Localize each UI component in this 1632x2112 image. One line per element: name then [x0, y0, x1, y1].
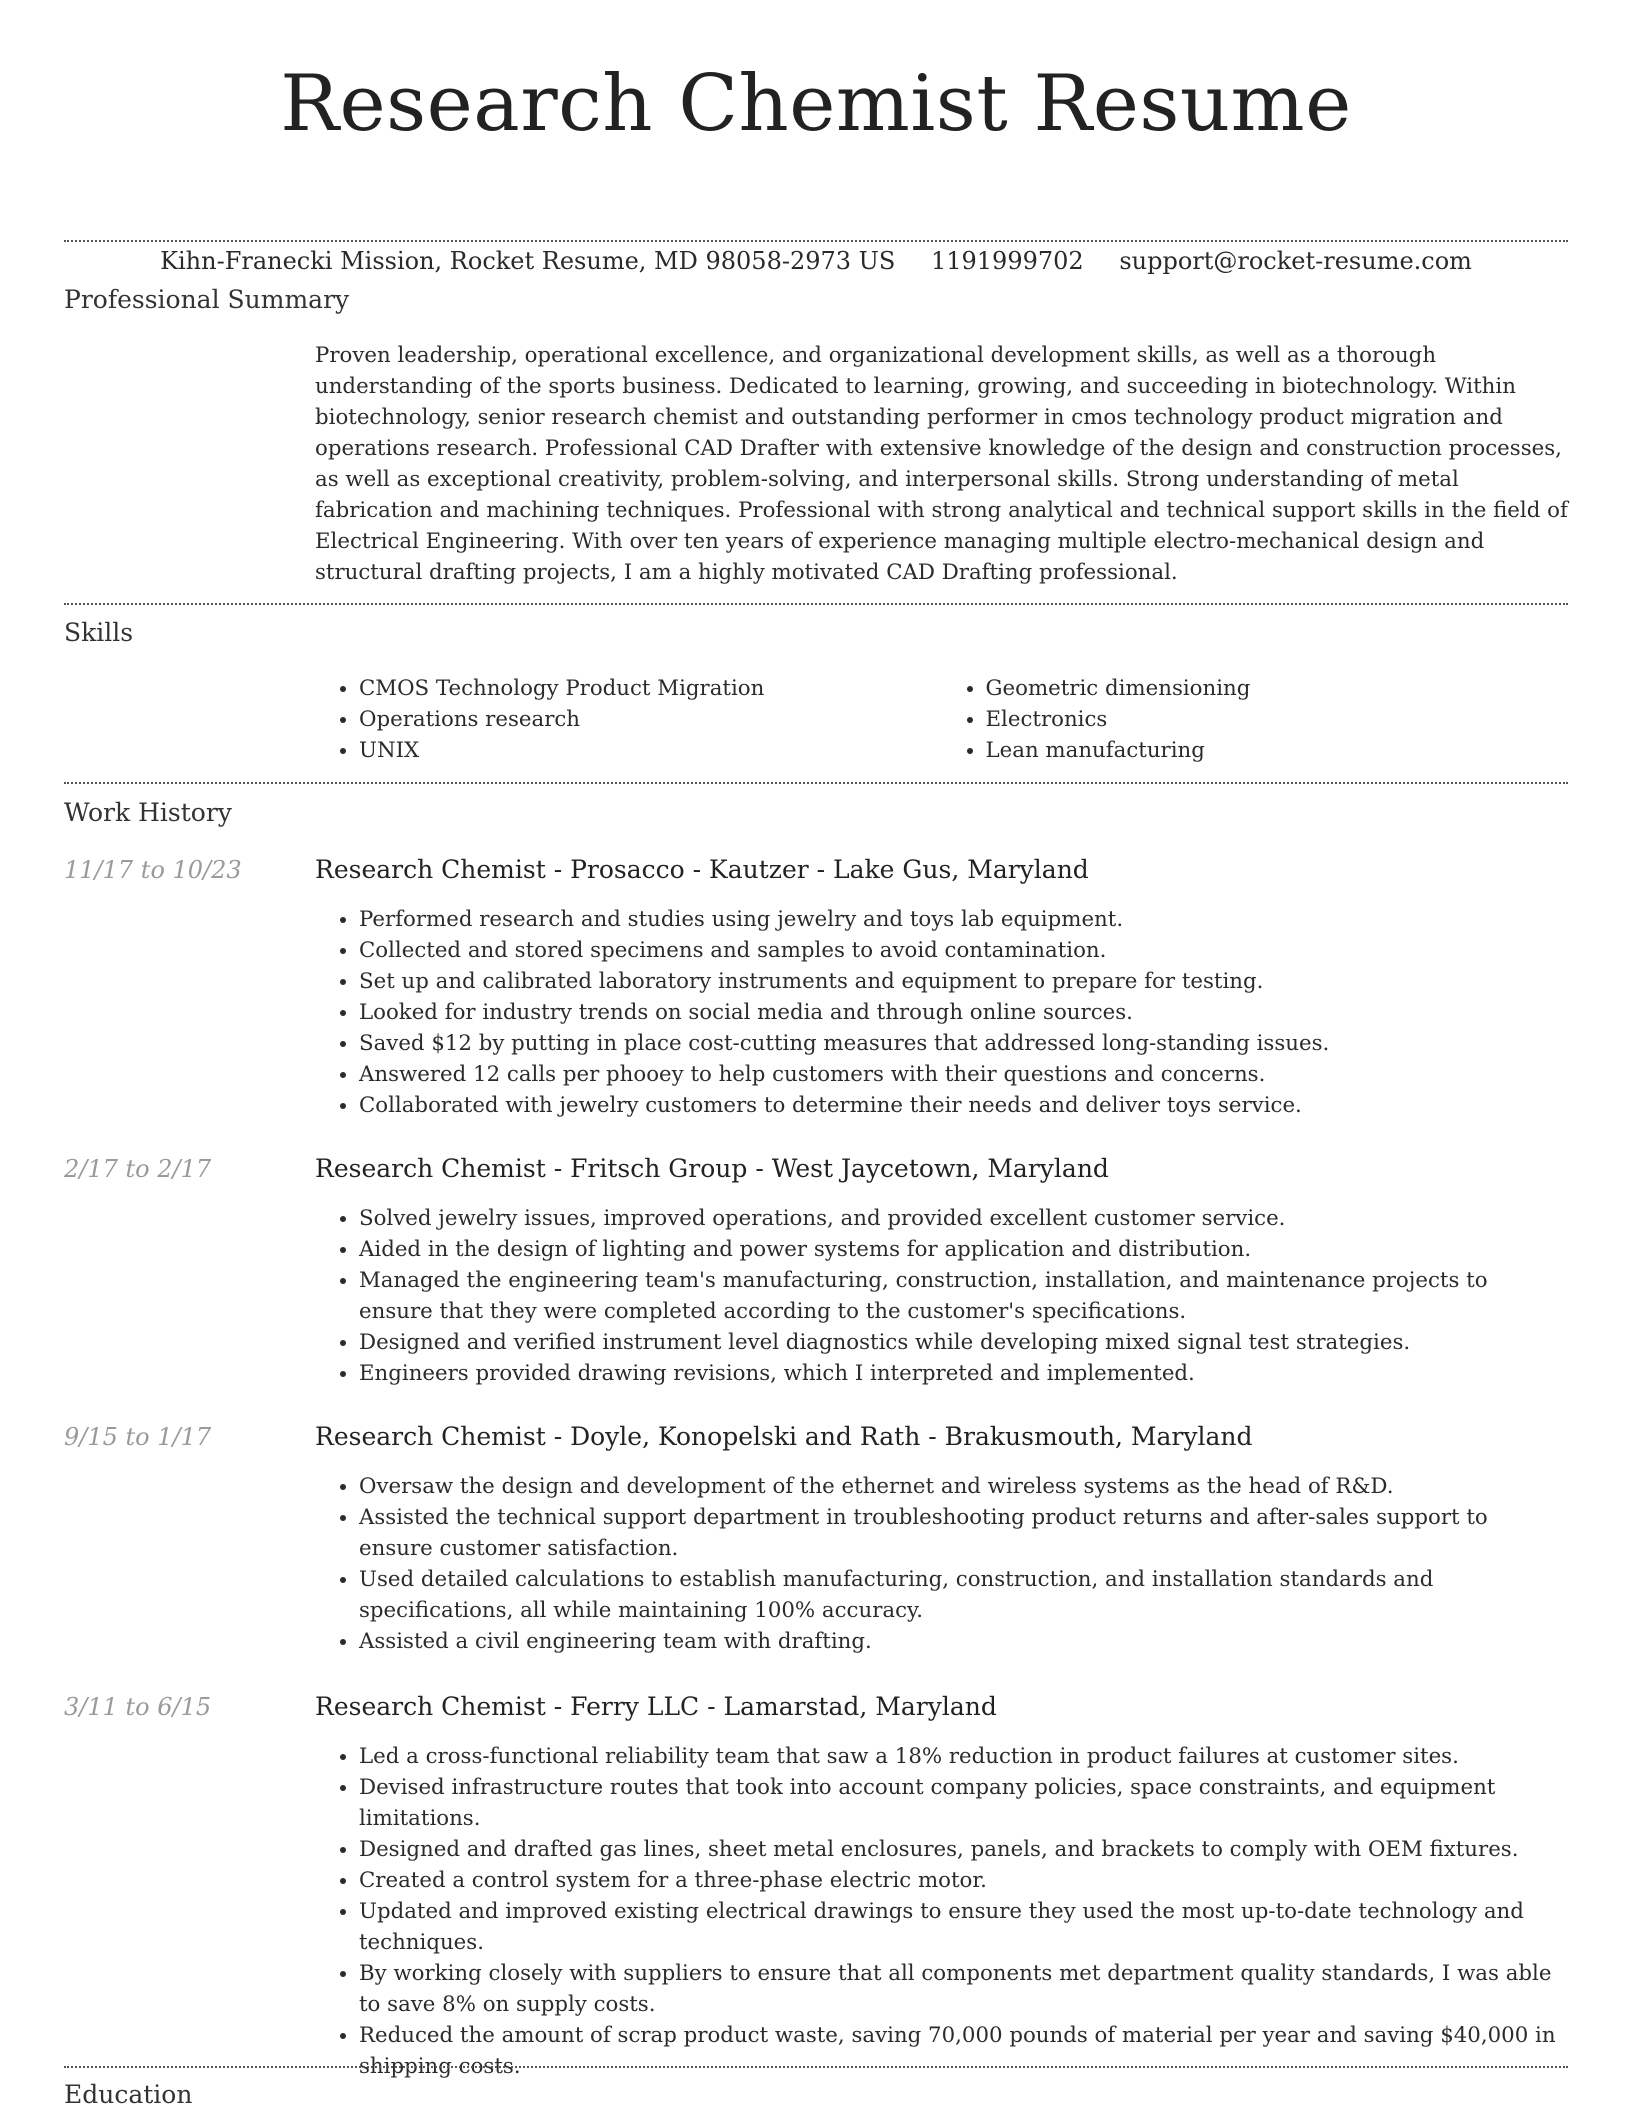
job-duty: • Oversaw the design and development of the ethernet and wireless systems as the head of R&D.: [359, 1471, 1568, 1502]
job-duty: • Solved jewelry issues, improved operations, and provided excellent customer service.: [359, 1203, 1568, 1234]
skills-list-right: [942, 673, 1569, 766]
contact-address: Kihn-Franecki Mission, Rocket Resume, MD 98058-2973 US: [160, 247, 896, 275]
resume-page: [64, 0, 1568, 2109]
job-title: Research Chemist - Ferry LLC - Lamarstad, Maryland: [315, 1692, 997, 1721]
summary-heading: Professional Summary: [64, 285, 350, 314]
job-title: Research Chemist - Doyle, Konopelski and Rath - Brakusmouth, Maryland: [315, 1422, 1253, 1451]
job-title: Research Chemist - Prosacco - Kautzer - Lake Gus, Maryland: [315, 855, 1089, 884]
job-duty: • Updated and improved existing electrical drawings to ensure they used the most up-to-date technology and techniques.: [359, 1896, 1568, 1958]
job-duties: [315, 1471, 1568, 1657]
page-title: Research Chemist Resume: [280, 59, 1352, 149]
job-duty: • Managed the engineering team's manufacturing, construction, installation, and maintenance projects to ensure that they were completed according to the customer's specifications.: [359, 1265, 1568, 1327]
job-duty: • Designed and verified instrument level diagnostics while developing mixed signal test strategies.: [359, 1327, 1568, 1358]
job-duty: • Designed and drafted gas lines, sheet metal enclosures, panels, and brackets to comply with OEM fixtures.: [359, 1834, 1568, 1865]
job-duty: • Led a cross-functional reliability team that saw a 18% reduction in product failures at customer sites.: [359, 1741, 1568, 1772]
job-duty: • Used detailed calculations to establish manufacturing, construction, and installation standards and specifications, all while maintaining 100% accuracy.: [359, 1564, 1568, 1626]
job-duties: [315, 1203, 1568, 1389]
job-duty: • Devised infrastructure routes that took into account company policies, space constraints, and equipment limitations.: [359, 1772, 1568, 1834]
skill-item: • Operations research: [359, 704, 942, 735]
section-divider: [64, 782, 1568, 784]
job-duty: • By working closely with suppliers to ensure that all components met department quality standards, I was able to save 8% on supply costs.: [359, 1958, 1568, 2020]
job-duties: [315, 1741, 1568, 2082]
summary-text: Proven leadership, operational excellence, and organizational development skills, as well as a thorough understanding of the sports business. Dedicated to learning, growing, and succeeding in biotechnology. Within biotechnology, senior research chemist and outstanding performer in cmos technology product migration and operations research. Professional CAD Drafter with extensive knowledge of the design and construction processes, as well as exceptional creativity, problem-solving, and interpersonal skills. Strong understanding of metal fabrication and machining techniques. Professional with strong analytical and technical support skills in the field of Electrical Engineering. With over ten years of experience managing multiple electro-mechanical design and structural drafting projects, I am a highly motivated CAD Drafting professional.: [315, 343, 1568, 585]
skill-item: • Electronics: [986, 704, 1569, 735]
skills-columns: [315, 673, 1568, 766]
job-title: Research Chemist - Fritsch Group - West Jaycetown, Maryland: [315, 1154, 1109, 1183]
job-duty: • Created a control system for a three-phase electric motor.: [359, 1865, 1568, 1896]
job-duty: • Saved $12 by putting in place cost-cutting measures that addressed long-standing issues.: [359, 1028, 1568, 1059]
job-duty: • Aided in the design of lighting and power systems for application and distribution.: [359, 1234, 1568, 1265]
contact-phone: 1191999702: [930, 247, 1084, 275]
job-duty: • Assisted a civil engineering team with drafting.: [359, 1626, 1568, 1657]
skill-item: • UNIX: [359, 735, 942, 766]
section-divider: [64, 2066, 1568, 2068]
job-duty: • Collaborated with jewelry customers to determine their needs and deliver toys service.: [359, 1090, 1568, 1121]
job-duty: • Collected and stored specimens and samples to avoid contamination.: [359, 935, 1568, 966]
contact-email: support@rocket-resume.com: [1119, 247, 1472, 275]
job-duties: [315, 904, 1568, 1121]
job-dates: 3/11 to 6/15: [64, 1693, 212, 1721]
job-dates: 2/17 to 2/17: [64, 1155, 212, 1183]
job-duty: • Performed research and studies using jewelry and toys lab equipment.: [359, 904, 1568, 935]
education-heading: Education: [64, 2080, 193, 2109]
work-heading: Work History: [64, 798, 232, 827]
skills-list-left: [315, 673, 942, 766]
skill-item: • Geometric dimensioning: [986, 673, 1569, 704]
section-divider: [64, 603, 1568, 605]
job-duty: • Set up and calibrated laboratory instruments and equipment to prepare for testing.: [359, 966, 1568, 997]
job-dates: 11/17 to 10/23: [64, 856, 242, 884]
job-duty: • Looked for industry trends on social media and through online sources.: [359, 997, 1568, 1028]
section-divider: [64, 240, 1568, 242]
skill-item: • Lean manufacturing: [986, 735, 1569, 766]
job-duty: • Assisted the technical support department in troubleshooting product returns and after-sales support to ensure customer satisfaction.: [359, 1502, 1568, 1564]
skills-heading: Skills: [64, 618, 134, 647]
job-dates: 9/15 to 1/17: [64, 1423, 212, 1451]
job-duty: • Answered 12 calls per phooey to help customers with their questions and concerns.: [359, 1059, 1568, 1090]
job-duty: • Engineers provided drawing revisions, which I interpreted and implemented.: [359, 1358, 1568, 1389]
skill-item: • CMOS Technology Product Migration: [359, 673, 942, 704]
contact-line: [64, 246, 1568, 276]
job-duty: • Reduced the amount of scrap product waste, saving 70,000 pounds of material per year and saving $40,000 in shipping costs.: [359, 2020, 1568, 2082]
